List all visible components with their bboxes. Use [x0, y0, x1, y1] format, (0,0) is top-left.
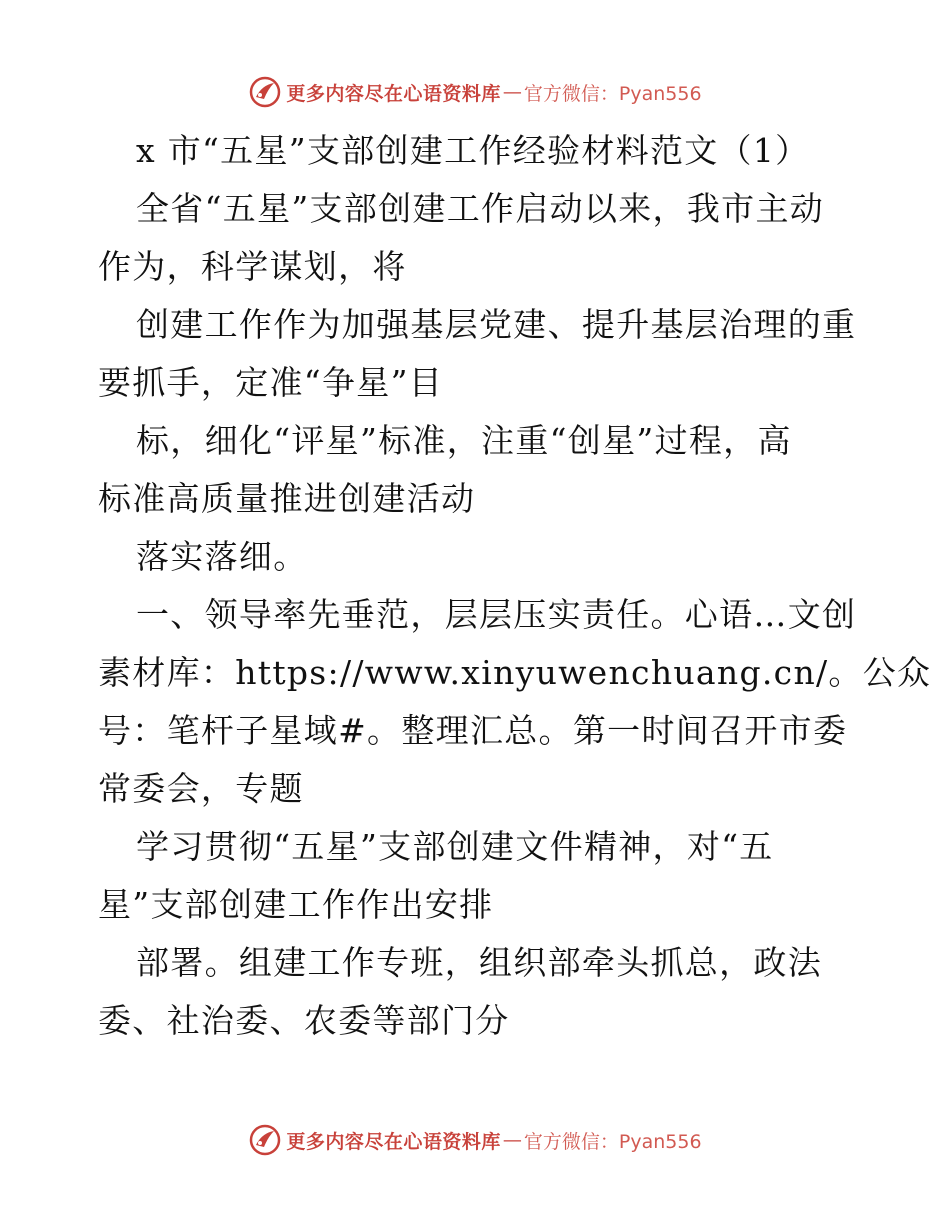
banner-contact: 官方微信：Pyan556: [523, 82, 702, 105]
banner-separator: —: [502, 81, 522, 103]
paragraph-line: 一、领导率先垂范，层层压实责任。心语…文创: [136, 595, 857, 634]
banner-separator: —: [502, 1129, 522, 1151]
banner-contact: 官方微信：Pyan556: [523, 1130, 702, 1153]
paragraph-line: 学习贯彻“五星”支部创建文件精神，对“五: [136, 827, 774, 866]
banner-slogan: 更多内容尽在心语资料库: [286, 82, 501, 105]
pen-logo-icon: [248, 75, 282, 109]
paragraph-line: 素材库：https://www.xinyuwenchuang.cn/。公众: [98, 653, 932, 692]
paragraph-line: 落实落细。: [136, 537, 308, 576]
paragraph-line: 标，细化“评星”标准，注重“创星”过程，高: [136, 421, 792, 460]
paragraph-line: 星”支部创建工作作出安排: [98, 885, 494, 924]
document-title: x 市“五星”支部创建工作经验材料范文（1）: [136, 131, 810, 170]
header-banner: [0, 72, 950, 112]
paragraph-line: 标准高质量推进创建活动: [98, 479, 476, 518]
paragraph-line: 部署。组建工作专班，组织部牵头抓总，政法: [136, 943, 822, 982]
paragraph-line: 号：笔杆子星域#。整理汇总。第一时间召开市委: [98, 711, 848, 750]
footer-banner: [0, 1120, 950, 1160]
paragraph-line: 委、社治委、农委等部门分: [98, 1001, 510, 1040]
paragraph-line: 常委会，专题: [98, 769, 304, 808]
paragraph-line: 要抓手，定准“争星”目: [98, 363, 444, 402]
document-body: [98, 122, 932, 1050]
paragraph-line: 全省“五星”支部创建工作启动以来，我市主动: [136, 189, 825, 228]
banner-slogan: 更多内容尽在心语资料库: [286, 1130, 501, 1153]
paragraph-line: 创建工作作为加强基层党建、提升基层治理的重: [136, 305, 857, 344]
pen-logo-icon: [248, 1123, 282, 1157]
paragraph-line: 作为，科学谋划，将: [98, 247, 407, 286]
